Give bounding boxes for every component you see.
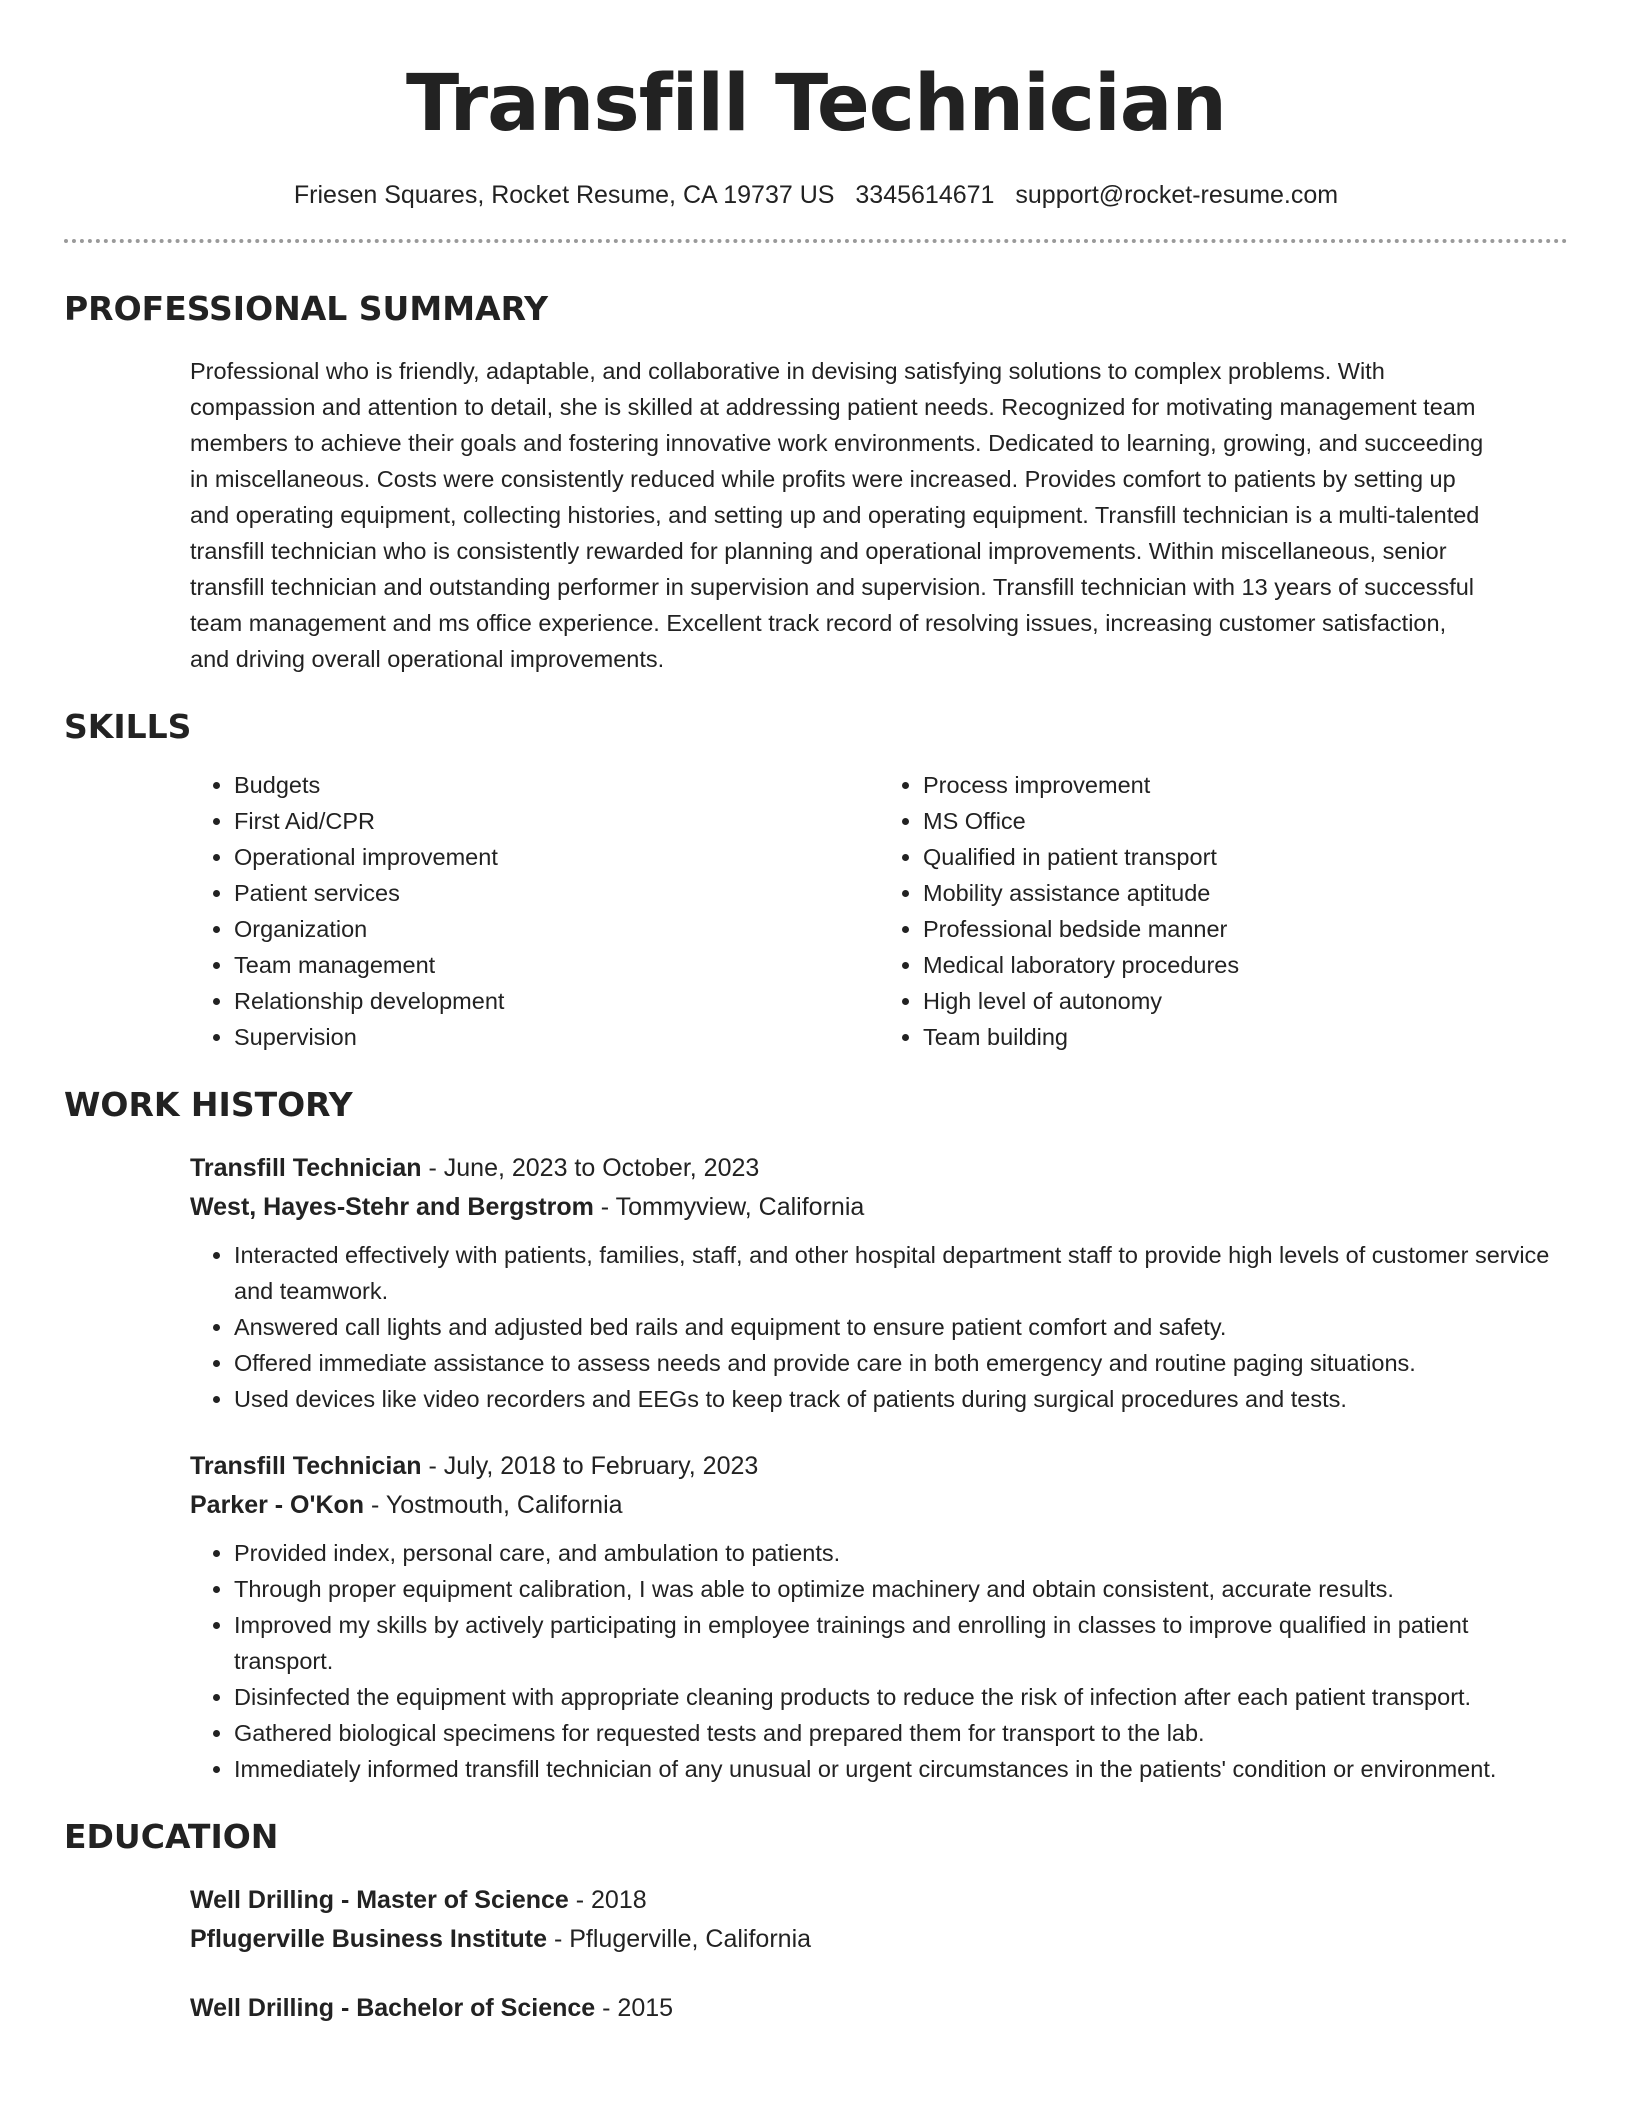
job-dates: - July, 2018 to February, 2023 bbox=[421, 1452, 759, 1480]
skill-item: • Supervision bbox=[234, 1019, 879, 1055]
job-title-line bbox=[190, 1447, 1568, 1486]
education-location: - Pflugerville, California bbox=[547, 1925, 812, 1953]
job-entry bbox=[190, 1447, 1568, 1787]
job-company: Parker - O'Kon bbox=[190, 1491, 365, 1519]
job-location: - Yostmouth, California bbox=[364, 1491, 623, 1519]
summary-text bbox=[190, 353, 1568, 677]
skill-item: • Professional bedside manner bbox=[923, 911, 1568, 947]
work-history-heading: WORK HISTORY bbox=[64, 1085, 353, 1124]
education-entry bbox=[190, 1989, 1568, 2028]
skill-item: • Relationship development bbox=[234, 983, 879, 1019]
skills-column-right bbox=[879, 767, 1568, 1055]
job-company-line bbox=[190, 1486, 1568, 1525]
skill-item: • Patient services bbox=[234, 875, 879, 911]
skill-item: • Team building bbox=[923, 1019, 1568, 1055]
skill-item: • Organization bbox=[234, 911, 879, 947]
education-year: - 2018 bbox=[568, 1886, 647, 1914]
education-year: - 2015 bbox=[595, 1994, 674, 2022]
header-divider bbox=[64, 239, 1568, 243]
job-location: - Tommyview, California bbox=[593, 1193, 865, 1221]
summary-line: and driving overall operational improvements. bbox=[190, 646, 665, 672]
job-bullets bbox=[190, 1237, 1568, 1417]
education-school-line bbox=[190, 1920, 1568, 1959]
job-company-line bbox=[190, 1188, 1568, 1227]
skill-item: • Process improvement bbox=[923, 767, 1568, 803]
summary-line: compassion and attention to detail, she is skilled at addressing patient needs. Recognized for motivating management team bbox=[190, 394, 1476, 420]
job-role: Transfill Technician bbox=[190, 1154, 422, 1182]
job-company: West, Hayes-Stehr and Bergstrom bbox=[190, 1193, 594, 1221]
summary-heading: PROFESSIONAL SUMMARY bbox=[64, 289, 549, 328]
job-bullet: • Answered call lights and adjusted bed rails and equipment to ensure patient comfort and safety. bbox=[234, 1309, 1568, 1345]
summary-line: Professional who is friendly, adaptable, and collaborative in devising satisfying solutions to complex problems. With bbox=[190, 358, 1385, 384]
summary-line: members to achieve their goals and fostering innovative work environments. Dedicated to learning, growing, and succeeding bbox=[190, 430, 1484, 456]
job-bullet: • Improved my skills by actively participating in employee trainings and enrolling in classes to improve qualified in patient transport. bbox=[234, 1607, 1568, 1679]
summary-line: and operating equipment, collecting histories, and setting up and operating equipment. Transfill technician is a multi-talented bbox=[190, 502, 1480, 528]
contact-phone[interactable]: 3345614671 bbox=[855, 181, 995, 209]
skill-item: • MS Office bbox=[923, 803, 1568, 839]
summary-line: in miscellaneous. Costs were consistently reduced while profits were increased. Provides comfort to patients by setting up bbox=[190, 466, 1456, 492]
skills-heading: SKILLS bbox=[64, 707, 192, 746]
job-entry bbox=[190, 1149, 1568, 1417]
skill-item: • First Aid/CPR bbox=[234, 803, 879, 839]
skill-item: • Operational improvement bbox=[234, 839, 879, 875]
education-heading: EDUCATION bbox=[64, 1817, 279, 1856]
summary-line: transfill technician who is consistently rewarded for planning and operational improvements. Within miscellaneous, senior bbox=[190, 538, 1447, 564]
skill-item: • High level of autonomy bbox=[923, 983, 1568, 1019]
job-title-line bbox=[190, 1149, 1568, 1188]
skills-column-left bbox=[190, 767, 879, 1055]
job-bullet: • Disinfected the equipment with appropriate cleaning products to reduce the risk of infection after each patient transport. bbox=[234, 1679, 1568, 1715]
job-bullet: • Used devices like video recorders and EEGs to keep track of patients during surgical procedures and tests. bbox=[234, 1381, 1568, 1417]
education-degree-line bbox=[190, 1989, 1568, 2028]
education-school: Pflugerville Business Institute bbox=[190, 1925, 548, 1953]
job-bullet: • Gathered biological specimens for requested tests and prepared them for transport to the lab. bbox=[234, 1715, 1568, 1751]
summary-line: transfill technician and outstanding performer in supervision and supervision. Transfill technician with 13 years of successful bbox=[190, 574, 1475, 600]
contact-email[interactable]: support@rocket-resume.com bbox=[1015, 181, 1339, 209]
job-bullet: • Through proper equipment calibration, I was able to optimize machinery and obtain consistent, accurate results. bbox=[234, 1571, 1568, 1607]
education-degree: Well Drilling - Master of Science bbox=[190, 1886, 569, 1914]
contact-address: Friesen Squares, Rocket Resume, CA 19737 US bbox=[293, 181, 835, 209]
skills-list bbox=[190, 767, 1568, 1055]
skill-item: • Budgets bbox=[234, 767, 879, 803]
skill-item: • Team management bbox=[234, 947, 879, 983]
job-bullet: • Provided index, personal care, and ambulation to patients. bbox=[234, 1535, 1568, 1571]
resume-name: Transfill Technician bbox=[406, 59, 1226, 149]
education-entry bbox=[190, 1881, 1568, 1959]
skill-item: • Mobility assistance aptitude bbox=[923, 875, 1568, 911]
education-degree: Well Drilling - Bachelor of Science bbox=[190, 1994, 596, 2022]
skill-item: • Medical laboratory procedures bbox=[923, 947, 1568, 983]
job-bullets bbox=[190, 1535, 1568, 1787]
skill-item: • Qualified in patient transport bbox=[923, 839, 1568, 875]
job-bullet: • Immediately informed transfill technician of any unusual or urgent circumstances in the patients' condition or environment. bbox=[234, 1751, 1568, 1787]
resume-page bbox=[64, 0, 1568, 2028]
contact-line bbox=[64, 180, 1568, 210]
job-dates: - June, 2023 to October, 2023 bbox=[421, 1154, 760, 1182]
job-bullet: • Offered immediate assistance to assess needs and provide care in both emergency and routine paging situations. bbox=[234, 1345, 1568, 1381]
job-bullet: • Interacted effectively with patients, families, staff, and other hospital department staff to provide high levels of customer service and teamwork. bbox=[234, 1237, 1568, 1309]
summary-line: team management and ms office experience. Excellent track record of resolving issues, increasing customer satisfaction, bbox=[190, 610, 1447, 636]
job-role: Transfill Technician bbox=[190, 1452, 422, 1480]
education-degree-line bbox=[190, 1881, 1568, 1920]
